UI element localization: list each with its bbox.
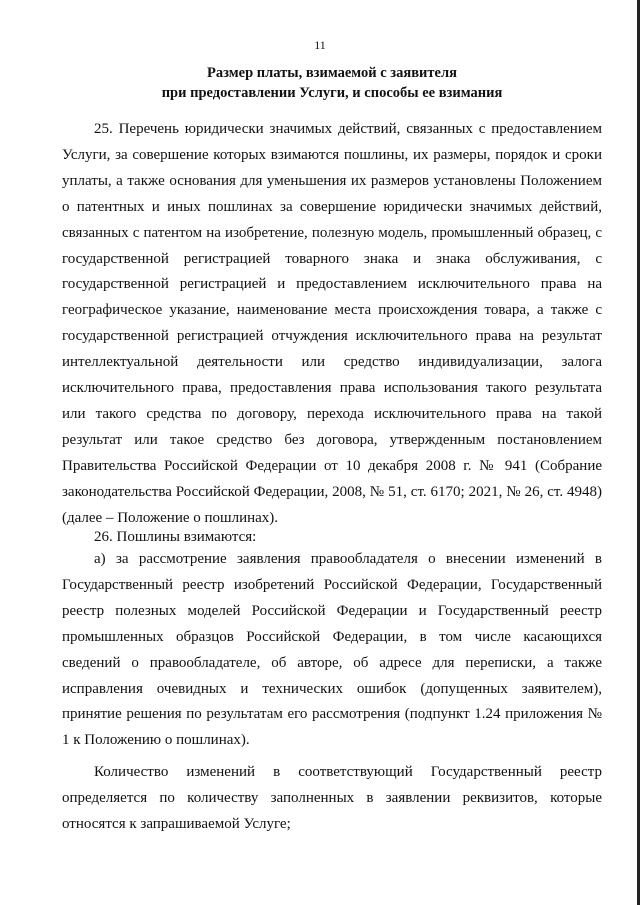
section-heading xyxy=(62,63,602,103)
paragraph-25: 25. Перечень юридически значимых действий, связанных с предоставлением Услуги, за совершение которых взимаются пошлины, их размеры, порядок и сроки уплаты, а также основания для уменьшения их размеров установлены Положением о патентных и иных пошлинах за совершение юридически значимых действий, связанных с патентом на изобретение, полезную модель, промышленный образец, с государственной регистрацией товарного знака и знака обслуживания, с государственной регистрацией и предоставлением исключительного права на географическое указание, наименование места происхождения товара, а также с государственной регистрацией отчуждения исключительного права на результат интеллектуальной деятельности или средство индивидуализации, залога исключительного права, предоставления права использования такого результата или такого средства по договору, перехода исключительного права на такой результат или такое средство без договора, утвержденным постановлением Правительства Российской Федерации от 10 декабря 2008 г. № 941 (Собрание законодательства Российской Федерации, 2008, № 51, ст. 6170; 2021, № 26, ст. 4948) (далее – Положение о пошлинах). xyxy=(62,121,602,526)
page-number: 11 xyxy=(314,38,326,52)
section-heading-line-2: при предоставлении Услуги, и способы ее взимания xyxy=(161,85,503,101)
paragraph-count-changes: Количество изменений в соответствующий Государственный реестр определяется по количеству заполненных в заявлении реквизитов, которые относятся к запрашиваемой Услуге; xyxy=(62,764,602,832)
paragraph-26: 26. Пошлины взимаются: xyxy=(94,529,257,545)
paragraph-26-a: а) за рассмотрение заявления правообладателя о внесении изменений в Государственный реестр изобретений Российской Федерации, Государственный реестр полезных моделей Российской Федерации и Государственный реестр промышленных образцов Российской Федерации, в том числе касающихся сведений о правообладателе, об авторе, об адресе для переписки, а также исправления очевидных и технических ошибок (допущенных заявителем), принятие решения по результатам его рассмотрения (подпункт 1.24 приложения № 1 к Положению о пошлинах). xyxy=(62,551,602,749)
section-heading-line-1: Размер платы, взимаемой с заявителя xyxy=(207,65,457,81)
